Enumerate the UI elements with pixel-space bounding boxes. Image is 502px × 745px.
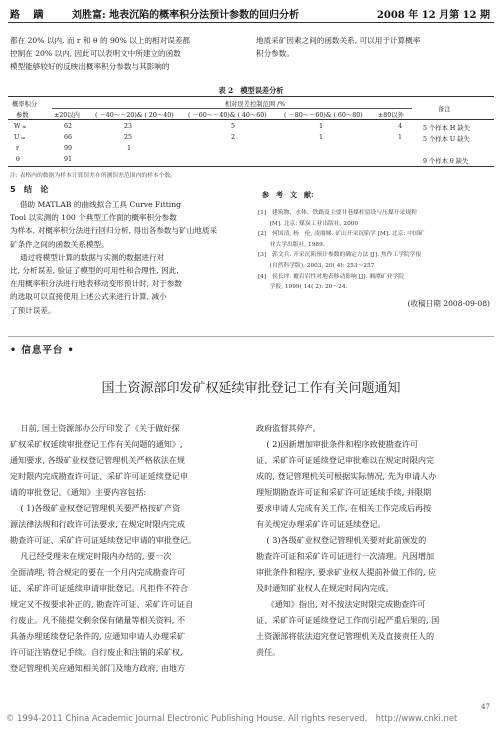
notice-line: 通知要求, 各级矿业权登记管理机关严格依法在规 [10, 455, 186, 465]
notice-line: 证、采矿许可证延续申请审批登记。凡拒件不符合 [10, 583, 189, 593]
conclusion-line: 的选取可以直接使用上述公式来进行计算, 减小 [10, 292, 167, 302]
notice-line: 凡已经受理未在规定时限内办结的, 要一次 [20, 551, 172, 561]
issue-info: 2008 年 12 月第 12 期 [376, 10, 490, 21]
conclusion-heading: 5 结 论 [10, 184, 49, 194]
table-param: U ₘ [14, 134, 26, 141]
table-head-param-2: 参数 [16, 112, 29, 119]
table-cell: 1 [319, 134, 324, 141]
notice-line: 土资源部将依法追究登记管理机关及直接责任人的 [256, 631, 435, 641]
notice-line: 责任。 [256, 647, 281, 657]
reference-line: [M]. 北京: 煤炭工业出版社, 2000 [258, 220, 359, 227]
table-cell: 66 [64, 134, 73, 141]
table-cell: 91 [64, 156, 73, 163]
table-subheader: ±20以内 [54, 112, 80, 119]
table-subheader: ( －40～－20)& ( 20～40) [95, 112, 174, 119]
conclusion-line: 为样本, 对概率积分法进行回归分析, 得出各参数与矿山地质采 [10, 226, 218, 236]
section-separator [8, 336, 494, 337]
table-param: θ [16, 156, 20, 163]
table-group-header: 相对误差控制范围 /% [224, 101, 286, 108]
references-heading: 参 考 文 献: [262, 190, 314, 199]
notice-line: 源法律法规和行政许可法要求, 在规定时限内完成 [10, 519, 186, 529]
table-cell: 4 [398, 123, 403, 130]
journal-name: 路 蹒 [10, 10, 44, 21]
table-subheader: ( －80～－60)& ( 60～80) [284, 112, 363, 119]
header-rule [8, 22, 494, 23]
conclusion-line: 在用概率积分法进行地表移动变形预计时, 对于参数 [10, 279, 182, 289]
notice-line: 审批条件和程序, 要求矿业权人提前补做工作的, 应 [256, 567, 437, 577]
notice-title: 国土资源部印发矿权延续审批登记工作有关问题通知 [101, 381, 401, 396]
received-date: (收稿日期 2008-09-08) [407, 299, 490, 308]
notice-line: 许可证注销登记手续。自行废止和注销的采矿权, [10, 647, 183, 657]
table-param: W ₘ [14, 123, 27, 130]
table-group-rule [52, 108, 412, 109]
intro-line: 控制在 20% 以内, 因此可以表明文中所建立的函数 [10, 49, 181, 59]
table-cell: 25 [124, 134, 133, 141]
notice-line: 行废止。凡不能提交剩余保有储量等相关资料, 不 [10, 615, 186, 625]
references-list [258, 208, 494, 293]
conclusion-line: 比, 分析误差, 验证了模型的可用性和合理性, 因此, [10, 266, 179, 276]
conclusion-line: 了预计误差。 [10, 305, 56, 315]
table-cell: 1 [127, 145, 132, 152]
notice-right-column [256, 420, 494, 660]
table-title: 表 2 模型误差分析 [218, 86, 284, 95]
notice-line: 全面清理, 符合规定的要在一个月内完成勘查许可 [10, 567, 186, 577]
intro-line: 模型能够较好的反映出概率积分参数与其影响的 [10, 62, 170, 72]
table-cell: 5 [231, 123, 236, 130]
notice-line: 勘查许可证和采矿许可证进行一次清理。凡因增加 [256, 551, 435, 561]
table-cell: 1 [319, 123, 324, 130]
table-remark: 5 个样本 U 缺失 [423, 136, 470, 143]
intro-left [10, 34, 246, 74]
notice-line: 及时通知矿业权人在规定时间内完成。 [256, 583, 394, 593]
table-cell: 2 [231, 134, 236, 141]
notice-line: 证、采矿许可证延续登记审批难以在规定时限内完 [256, 455, 435, 465]
notice-line: 具备办理延续登记条件的, 应通知申请人办理采矿 [10, 631, 186, 641]
table-top-rule [8, 96, 494, 97]
notice-line: 登记管理机关应通知相关部门及地方政府, 由地方 [10, 663, 186, 673]
table-remark: 5 个样本 H 缺失 [423, 125, 470, 132]
notice-line: 日前, 国土资源部办公厅印发了《关于做好探 [20, 423, 180, 433]
table-subheader: ( －60～－40)& ( 40～60) [188, 112, 267, 119]
reference-line: [4] 侯长坪. 覆岩岩性对地表移动影响 [J]. 湘潭矿业学院 [258, 273, 405, 280]
table-remark-header: 备注 [438, 106, 451, 113]
reference-line: [1] 建筑物、水体、铁路及主要井巷煤柱留设与压煤开采规程 [258, 210, 417, 216]
table-head-param: 概率积分 [12, 101, 38, 108]
table-cell: 1 [398, 134, 403, 141]
intro-line: 积分参数。 [256, 49, 294, 59]
intro-line: 地质采矿因素之间的函数关系, 可以用于计算概率 [256, 36, 421, 45]
page-number: 47 [481, 703, 490, 711]
table-cell: 99 [64, 145, 73, 152]
notice-line: 政府监督其停产。 [256, 423, 321, 433]
table-header-rule [8, 119, 494, 120]
notice-line: 请的审批登记。《通知》主要内容包括: [10, 487, 147, 497]
conclusion-body [10, 198, 246, 317]
conclusion-line: Tool 以实测的 100 个典型工作面的概率积分参数 [10, 213, 177, 223]
notice-line: 要求申请人完成有关工作, 在相关工作完成后再按 [256, 503, 432, 513]
table-note: 注: 表格内的数据为样本计算误差在所测误差范围内的样本个数。 [10, 173, 177, 179]
notice-line: 定时限内完成勘查许可证、采矿许可证延续登记申 [10, 471, 189, 481]
notice-line: ( 3)各级矿业权登记管理机关要对此前颁发的 [266, 535, 427, 545]
notice-line: 理短期勘查许可证和采矿许可证延续手续, 并限期 [256, 487, 432, 497]
conclusion-line: 借助 MATLAB 的曲线拟合工具 Curve Fitting [19, 200, 181, 209]
info-platform-label: • 信息平台 • [10, 345, 75, 356]
notice-line: 成的, 登记管理机关可根据实际情况, 先为申请人办 [256, 471, 437, 481]
table-remark: 9 个样本 θ 缺失 [423, 158, 469, 165]
notice-line: 有关规定办理采矿许可证延续登记。 [256, 519, 386, 529]
notice-line: 《通知》指出, 对不按法定时限完成勘查许可 [266, 599, 426, 609]
table-subheader: ±80以外 [378, 112, 404, 119]
copyright-footer: © 1994-2011 China Academic Journal Electronic Publishing House. All rights reserved. http://www.cnki.net [6, 713, 458, 723]
notice-line: 规定又不按要求补正的, 勘查许可证、采矿许可证自 [10, 599, 194, 609]
reference-line: 学报, 1999( 14( 2): 20～24. [258, 284, 348, 291]
notice-line: ( 1)各级矿业权登记管理机关要严格按矿产资 [20, 503, 181, 513]
conclusion-line: 通过将模型计算的数据与实测的数据进行对 [19, 252, 165, 262]
article-title: 刘胜富: 地表沉陷的概率积分法预计参数的回归分析 [72, 10, 300, 21]
intro-right [256, 34, 494, 60]
notice-left-column [10, 420, 246, 676]
table-cell: 62 [64, 123, 73, 130]
intro-line: 都在 20% 以内, 而 r 和 θ 的 90% 以上的相对误差都 [10, 36, 191, 45]
notice-line: 证、采矿许可证延续登记工作而引起严重后果的, 国 [256, 615, 440, 625]
table-cell: 23 [124, 123, 133, 130]
notice-line: ( 2)因新增加审批条件和程序致使勘查许可 [266, 439, 419, 449]
reference-line: [2] 何国清, 杨 伦, 凌赓娣. 矿山开采沉陷学 [M]. 北京: 中国矿 [258, 231, 425, 238]
notice-line: 勘查许可证、采矿许可证延续登记申请的审批登记。 [10, 535, 197, 545]
table-param: r [16, 145, 20, 152]
notice-line: 矿权采矿权延续审批登记工作有关问题的通知》, [10, 439, 183, 449]
conclusion-line: 矿条件之间的函数关系模型。 [10, 239, 109, 249]
table-bottom-rule [8, 166, 494, 167]
reference-line: (自然科学版), 2003, 20( 4): 253～257 [258, 262, 375, 269]
reference-line: [3] 郭文兵. 开采沉陷预计参数的确定方法 [J]. 焦作工学院学报 [258, 252, 422, 259]
reference-line: 业大学出版社, 1989. [258, 241, 325, 248]
